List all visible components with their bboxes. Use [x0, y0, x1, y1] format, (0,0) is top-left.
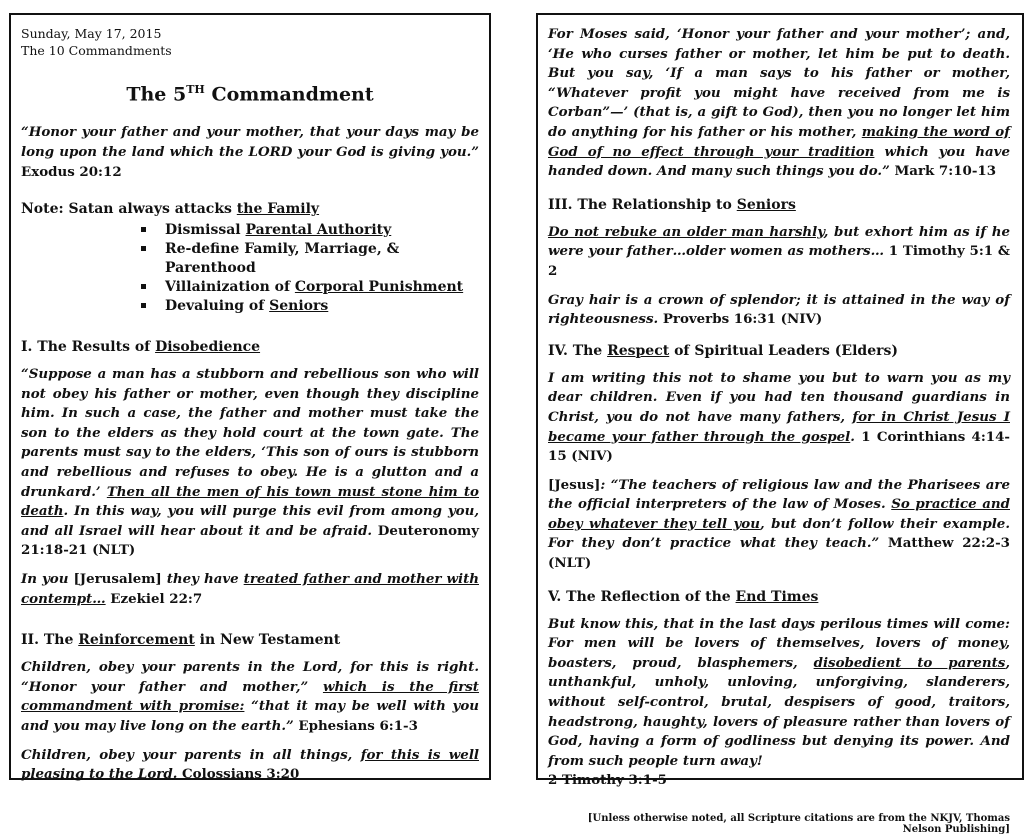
section-heading-respect: IV. The Respect of Spiritual Leaders (Elders)	[548, 342, 898, 359]
footer-note: [Unless otherwise noted, all Scripture citations are from the NKJV, Thomas Nelson Publishing]	[587, 813, 1010, 835]
bullet-square-icon	[141, 284, 146, 289]
intro-quote: “Honor your father and your mother, that your days may be long upon the land which the LORD your God is giving you.” Exodus 20:12	[21, 124, 479, 180]
timothy-passage: Do not rebuke an older man harshly, but exhort him as if he were your father…older women as mothers… 1 Timothy 5:1 & 2	[548, 223, 1010, 279]
list-item: Dismissal Parental Authority	[141, 221, 479, 240]
section-heading-results: I. The Results of Disobedience	[21, 339, 261, 356]
note-bullets	[21, 221, 479, 316]
proverbs-passage: Gray hair is a crown of splendor; it is attained in the way of righteousness. Proverbs 16:31 (NIV)	[548, 291, 1010, 328]
mark-passage: For Moses said, ‘Honor your father and your mother’; and, ‘He who curses father or mother, let him be put to death. But you say, ‘If a man says to his father or mother, “Whatever profit you might have received from me is Corban”—’ (that is, a gift to God), then you no longer let him do anything for his father or his mother, making the word of God of no effect through your tradition which you have handed down. And many such things you do.” Mark 7:10-13	[548, 26, 1010, 180]
deuteronomy-passage: “Suppose a man has a stubborn and rebellious son who will not obey his father or mother, even though they discipline him. In such a case, the father and mother must take the son to the elders as they hold court at the town gate. The parents must say to the elders, ‘This son of ours is stubborn and rebellious and refuses to obey. He is a glutton and a drunkard.’ Then all the men of his town must stone him to death. In this way, you will purge this evil from among you, and all Israel will hear about it and be afraid. Deuteronomy 21:18-21 (NLT)	[21, 366, 479, 559]
matthew-passage: [Jesus]: “The teachers of religious law and the Pharisees are the official interpreters of the law of Moses. So practice and obey whatever they tell you, but don’t follow their example. For they don’t practice what they teach.” Matthew 22:2-3 (NLT)	[548, 476, 1010, 572]
section-heading-reinforcement: II. The Reinforcement in New Testament	[21, 632, 341, 649]
page-title: The 5TH Commandment	[126, 83, 374, 106]
ezekiel-passage: In you [Jerusalem] they have treated father and mother with contempt… Ezekiel 22:7	[21, 571, 479, 607]
left-panel	[9, 13, 491, 783]
second-timothy-passage: But know this, that in the last days perilous times will come: For men will be lovers of themselves, lovers of money, boasters, proud, blasphemers, disobedient to parents, unthankful, unholy, unloving, unforgiving, slanderers, without self-control, brutal, despisers of good, traitors, headstrong, haughty, lovers of pleasure rather than lovers of God, having a form of godliness but denying its power. And from such people turn away! 2 Timothy 3:1-5	[548, 615, 1010, 789]
colossians-passage: Children, obey your parents in all things, for this is well pleasing to the Lord. Colossians 3:20	[21, 746, 479, 783]
corinthians-passage: I am writing this not to shame you but to warn you as my dear children. Even if you had ten thousand guardians in Christ, you do not have many fathers, for in Christ Jesus I became your father through the gospel. 1 Corinthians 4:14-15 (NIV)	[548, 369, 1010, 465]
header-series: The 10 Commandments	[21, 43, 172, 58]
note-line: Note: Satan always attacks the Family	[21, 201, 320, 218]
bullet-square-icon	[141, 227, 146, 232]
header-date: Sunday, May 17, 2015	[21, 26, 162, 41]
list-item: Devaluing of Seniors	[141, 297, 479, 316]
ephesians-passage: Children, obey your parents in the Lord, for this is right. “Honor your father and mother,” which is the first commandment with promise: “that it may be well with you and you may live long on the earth.” Ephesians 6:1-3	[21, 659, 479, 735]
list-item: Villainization of Corporal Punishment	[141, 278, 479, 297]
right-panel	[536, 13, 1024, 835]
section-heading-seniors: III. The Relationship to Seniors	[548, 196, 796, 213]
list-item: Re-define Family, Marriage, & Parenthood	[141, 240, 479, 278]
bullet-square-icon	[141, 246, 146, 251]
bullet-square-icon	[141, 303, 146, 308]
section-heading-end-times: V. The Reflection of the End Times	[548, 588, 819, 605]
